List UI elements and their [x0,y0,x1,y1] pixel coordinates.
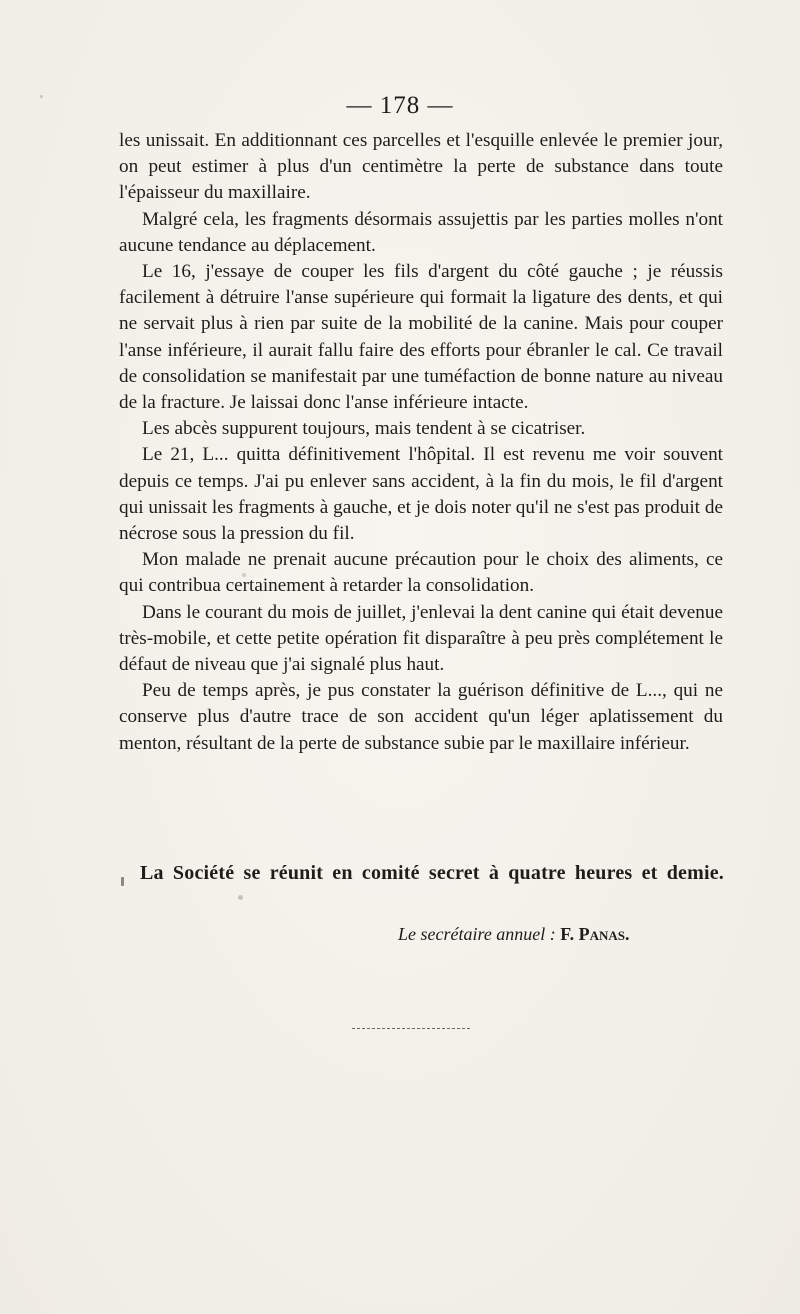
signature-role: Le secrétaire annuel : [398,924,556,944]
end-rule [352,1028,470,1031]
body-text [119,128,723,757]
closing-statement: La Société se réunit en comité secret à quatre heures et demie. [140,862,724,884]
paragraph-8: Peu de temps après, je pus constater la guérison définitive de L..., qui ne conserve plus d'autre trace de son accident qu'un léger aplatissement du menton, résultant de la perte de substance subie par le maxillaire inférieur. [119,680,723,754]
paragraph-2: Malgré cela, les fragments désormais assujettis par les parties molles n'ont aucune tendance au déplacement. [119,208,723,256]
page-number: — 178 — [346,92,454,119]
paragraph-7: Dans le courant du mois de juillet, j'enlevai la dent canine qui était devenue très-mobile, et cette petite opération fit disparaître à peu près complétement le défaut de niveau que j'ai signalé plus haut. [119,601,723,676]
paper-speck [238,895,243,900]
paper-speck [121,877,124,886]
paper-speck [242,573,246,577]
signature-name: F. Panas. [560,924,630,944]
paper-speck [40,95,43,98]
paragraph-3: Le 16, j'essaye de couper les fils d'argent du côté gauche ; je réussis facilement à détruire l'anse supérieure qui formait la ligature des dents, et qui ne servait plus à rien par suite de la mobilité de la canine. Mais pour couper l'anse inférieure, il aurait fallu faire des efforts pour ébranler le cal. Ce travail de consolidation se manifestait par une tuméfaction de bonne nature au niveau de la fracture. Je laissai donc l'anse inférieure intacte. [119,261,723,414]
signature-line [398,924,698,945]
paragraph-5: Le 21, L... quitta définitivement l'hôpital. Il est revenu me voir souvent depuis ce temps. J'ai pu enlever sans accident, à la fin du mois, le fil d'argent qui unissait les fragments à gauche, et je dois noter qu'il ne s'est pas produit de nécrose sous la pression du fil. [119,444,723,545]
paragraph-6: Mon malade ne prenait aucune précaution pour le choix des aliments, ce qui contribua certainement à retarder la consolidation. [119,549,723,597]
paragraph-1: les unissait. En additionnant ces parcelles et l'esquille enlevée le premier jour, on peut estimer à plus d'un centimètre la perte de substance dans toute l'épaisseur du maxillaire. [119,130,723,204]
paragraph-4: Les abcès suppurent toujours, mais tendent à se cicatriser. [142,418,586,440]
